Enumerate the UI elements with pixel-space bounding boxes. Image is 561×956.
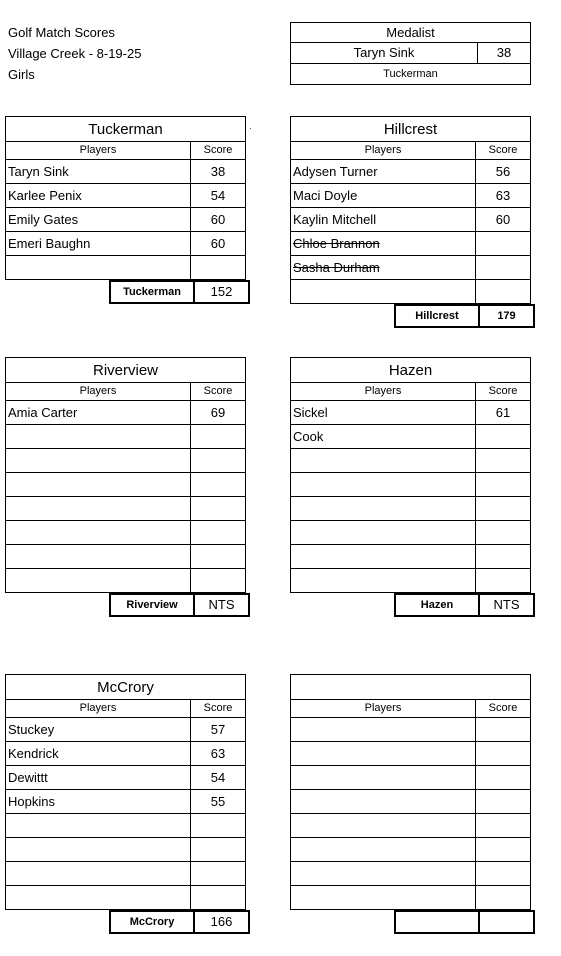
team-box (5, 116, 246, 280)
player-name (6, 521, 191, 544)
team-name: Hillcrest (291, 117, 530, 142)
player-score: 54 (210, 770, 226, 785)
team-name: Tuckerman (6, 117, 245, 142)
column-header-row (6, 700, 245, 718)
players-column-header: Players (291, 700, 476, 717)
player-name: Maci Doyle (291, 184, 476, 207)
players-column-header: Players (6, 142, 191, 159)
player-name (6, 569, 191, 592)
score-column-header: Score (488, 144, 518, 156)
player-score (476, 814, 530, 837)
player-row (291, 232, 530, 256)
column-header-row (291, 142, 530, 160)
player-name (291, 886, 476, 909)
player-name: Emily Gates (6, 208, 191, 231)
player-name (291, 838, 476, 861)
team-name: McCrory (6, 675, 245, 700)
team-box (5, 357, 246, 593)
player-name: Hopkins (6, 790, 191, 813)
team-table-mccrory (5, 674, 246, 929)
team-name: Riverview (6, 358, 245, 383)
player-name (291, 280, 476, 303)
player-score (476, 449, 530, 472)
player-row (291, 497, 530, 521)
player-score (476, 838, 530, 861)
player-row (6, 742, 245, 766)
header-title: Golf Match Scores (8, 25, 115, 40)
team-total-name (396, 912, 480, 932)
player-row (6, 862, 245, 886)
player-score (476, 742, 530, 765)
player-score (191, 256, 245, 279)
player-name (6, 449, 191, 472)
player-name (6, 473, 191, 496)
score-column-header: Score (488, 385, 518, 397)
player-row (291, 790, 530, 814)
player-score: 69 (210, 405, 226, 420)
player-row (291, 449, 530, 473)
players-column-header: Players (6, 383, 191, 400)
player-score (476, 718, 530, 741)
player-score (476, 497, 530, 520)
player-name (6, 256, 191, 279)
score-column-header: Score (488, 702, 518, 714)
player-score (476, 256, 530, 279)
player-name (291, 545, 476, 568)
team-total (109, 593, 250, 617)
team-box (290, 357, 531, 593)
player-row (6, 718, 245, 742)
team-box (5, 674, 246, 910)
player-score: 56 (495, 164, 511, 179)
player-name (6, 838, 191, 861)
medalist-score: 38 (496, 45, 512, 60)
player-row (6, 814, 245, 838)
player-score: 38 (210, 164, 226, 179)
player-score: 54 (210, 188, 226, 203)
players-column-header: Players (291, 142, 476, 159)
player-row (291, 521, 530, 545)
player-name: Chloe Brannon (291, 232, 476, 255)
team-total-name: McCrory (111, 912, 195, 932)
player-row (291, 742, 530, 766)
player-row (6, 232, 245, 256)
player-name (291, 862, 476, 885)
player-score: 60 (495, 212, 511, 227)
team-total-score: NTS (208, 597, 235, 612)
player-score (476, 862, 530, 885)
player-score (476, 790, 530, 813)
player-row (291, 545, 530, 569)
player-score (191, 545, 245, 568)
column-header-row (6, 142, 245, 160)
team-table-tuckerman (5, 116, 246, 299)
player-name (291, 497, 476, 520)
player-score (476, 766, 530, 789)
team-total-score: NTS (493, 597, 520, 612)
player-name: Taryn Sink (6, 160, 191, 183)
player-name: Sasha Durham (291, 256, 476, 279)
team-total-name: Hillcrest (396, 306, 480, 326)
player-row (6, 160, 245, 184)
player-score: 60 (210, 236, 226, 251)
player-name (6, 425, 191, 448)
team-box (290, 674, 531, 910)
player-score (476, 280, 530, 303)
player-row (6, 545, 245, 569)
header-venue-date: Village Creek - 8-19-25 (8, 46, 142, 61)
player-row (291, 814, 530, 838)
player-score: 61 (495, 405, 511, 420)
player-name (291, 766, 476, 789)
player-name: Cook (291, 425, 476, 448)
team-table-hillcrest (290, 116, 531, 322)
score-column-header: Score (203, 385, 233, 397)
team-box (290, 116, 531, 304)
player-row (291, 838, 530, 862)
players-column-header: Players (291, 383, 476, 400)
player-name (6, 886, 191, 909)
player-row (6, 184, 245, 208)
team-total-name: Tuckerman (111, 282, 195, 302)
player-row (291, 256, 530, 280)
player-row (291, 425, 530, 449)
player-row (6, 208, 245, 232)
player-score (476, 425, 530, 448)
player-name (291, 790, 476, 813)
player-row (6, 256, 245, 279)
player-name: Stuckey (6, 718, 191, 741)
players-column-header: Players (6, 700, 191, 717)
player-score (191, 838, 245, 861)
player-name (291, 449, 476, 472)
player-name: Adysen Turner (291, 160, 476, 183)
player-score (476, 473, 530, 496)
player-name: Dewittt (6, 766, 191, 789)
player-row (6, 449, 245, 473)
player-name (291, 718, 476, 741)
team-total-score (480, 912, 533, 932)
player-name (291, 742, 476, 765)
column-header-row (291, 700, 530, 718)
player-name (6, 862, 191, 885)
player-score (476, 569, 530, 592)
team-total (394, 593, 535, 617)
player-row (6, 766, 245, 790)
player-row (6, 473, 245, 497)
player-score (191, 862, 245, 885)
player-row (291, 766, 530, 790)
medalist-box (290, 22, 531, 85)
player-row (291, 886, 530, 909)
team-total (394, 304, 535, 328)
team-total-score: 152 (210, 284, 233, 299)
player-row (291, 160, 530, 184)
player-score (476, 886, 530, 909)
player-row (291, 401, 530, 425)
player-row (6, 838, 245, 862)
player-row (291, 280, 530, 303)
player-score (476, 521, 530, 544)
team-total-name: Riverview (111, 595, 195, 615)
team-total (109, 910, 250, 934)
player-score (476, 232, 530, 255)
player-row (6, 425, 245, 449)
player-score (476, 545, 530, 568)
player-score (191, 886, 245, 909)
player-name (6, 497, 191, 520)
player-name (291, 521, 476, 544)
player-name: Kendrick (6, 742, 191, 765)
player-name (291, 569, 476, 592)
player-score (191, 425, 245, 448)
score-column-header: Score (203, 702, 233, 714)
player-name: Kaylin Mitchell (291, 208, 476, 231)
player-row (291, 718, 530, 742)
player-row (6, 569, 245, 592)
team-name: Hazen (291, 358, 530, 383)
player-row (291, 208, 530, 232)
team-table-empty (290, 674, 531, 910)
score-column-header: Score (203, 144, 233, 156)
team-total-name: Hazen (396, 595, 480, 615)
team-total-score: 179 (497, 310, 516, 322)
player-name: Emeri Baughn (6, 232, 191, 255)
player-score (191, 521, 245, 544)
player-score: 63 (210, 746, 226, 761)
player-row (6, 497, 245, 521)
player-name: Sickel (291, 401, 476, 424)
player-name: Amia Carter (6, 401, 191, 424)
player-score (191, 497, 245, 520)
player-name (291, 814, 476, 837)
column-header-row (6, 383, 245, 401)
player-name (6, 814, 191, 837)
team-total (109, 280, 250, 304)
player-score: 63 (495, 188, 511, 203)
team-name (291, 675, 530, 700)
player-score: 57 (210, 722, 226, 737)
column-header-row (291, 383, 530, 401)
player-row (291, 184, 530, 208)
stray-mark: · (249, 124, 252, 133)
team-total (394, 910, 535, 934)
player-row (6, 886, 245, 909)
team-total-score: 166 (210, 914, 233, 929)
player-row (6, 790, 245, 814)
player-score (191, 814, 245, 837)
player-name (6, 545, 191, 568)
player-score (191, 449, 245, 472)
player-score: 55 (210, 794, 226, 809)
player-score: 60 (210, 212, 226, 227)
medalist-player: Taryn Sink (291, 43, 478, 63)
player-row (6, 521, 245, 545)
header-division: Girls (8, 67, 35, 82)
player-row (291, 569, 530, 592)
player-name (291, 473, 476, 496)
team-table-hazen (290, 357, 531, 612)
player-row (6, 401, 245, 425)
player-row (291, 862, 530, 886)
team-table-riverview (5, 357, 246, 612)
player-score (191, 569, 245, 592)
player-name: Karlee Penix (6, 184, 191, 207)
medalist-school: Tuckerman (383, 68, 438, 80)
player-score (191, 473, 245, 496)
player-row (291, 473, 530, 497)
medalist-title: Medalist (386, 25, 435, 40)
